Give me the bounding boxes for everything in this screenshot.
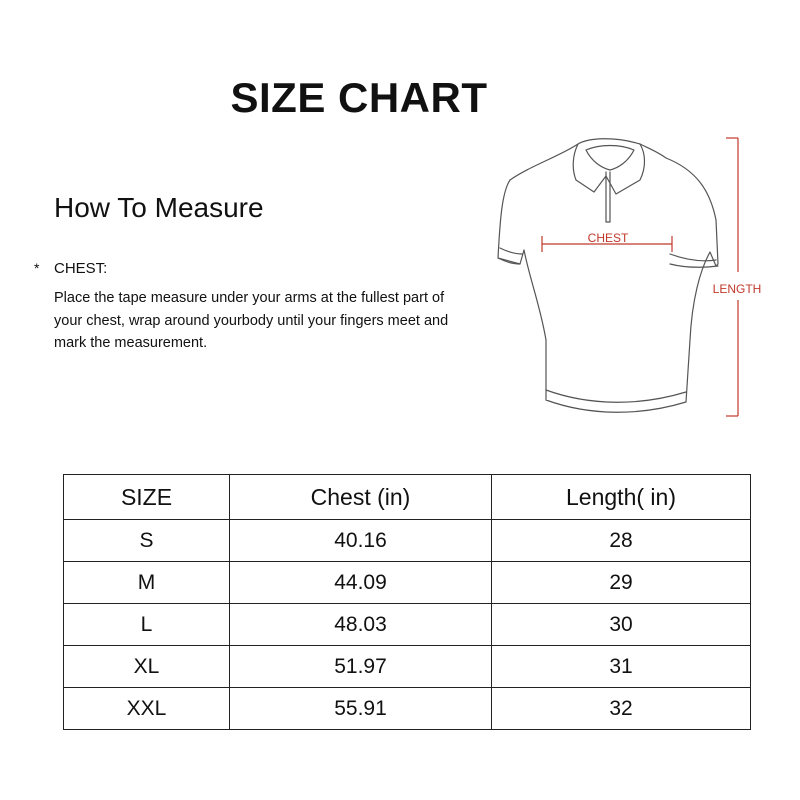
collar xyxy=(573,139,644,194)
table-row xyxy=(64,562,751,604)
length-cell: 31 xyxy=(492,646,751,688)
polo-shirt-diagram xyxy=(490,130,770,430)
shirt-hem xyxy=(546,390,686,402)
size-cell: L xyxy=(64,604,230,646)
size-cell: XL xyxy=(64,646,230,688)
collar-band xyxy=(586,146,634,171)
chest-label: CHEST: xyxy=(54,260,108,277)
length-cell: 30 xyxy=(492,604,751,646)
shirt-outline xyxy=(498,144,718,412)
chest-cell: 40.16 xyxy=(230,520,492,562)
page-title: SIZE CHART xyxy=(230,74,488,121)
table-row xyxy=(64,688,751,730)
size-cell: XXL xyxy=(64,688,230,730)
asterisk-icon: * xyxy=(34,260,40,276)
header-size: SIZE xyxy=(64,475,230,520)
chest-instruction-heading xyxy=(34,258,107,279)
how-to-measure-heading: How To Measure xyxy=(54,192,264,223)
size-cell: M xyxy=(64,562,230,604)
size-cell: S xyxy=(64,520,230,562)
size-chart-table xyxy=(63,474,751,730)
header-chest: Chest (in) xyxy=(230,475,492,520)
table-row xyxy=(64,520,751,562)
length-cell: 28 xyxy=(492,520,751,562)
table-row xyxy=(64,604,751,646)
table-row xyxy=(64,646,751,688)
table-header-row xyxy=(64,475,751,520)
length-cell: 32 xyxy=(492,688,751,730)
diagram-chest-label: CHEST xyxy=(587,231,629,245)
chest-cell: 44.09 xyxy=(230,562,492,604)
chest-cell: 48.03 xyxy=(230,604,492,646)
chest-instruction-text: Place the tape measure under your arms at the fullest part of your chest, wrap around yourbody until your fingers meet and mark the measurement. xyxy=(54,290,449,351)
diagram-length-label: LENGTH xyxy=(712,282,762,296)
header-length: Length( in) xyxy=(492,475,751,520)
chest-cell: 51.97 xyxy=(230,646,492,688)
length-cell: 29 xyxy=(492,562,751,604)
chest-cell: 55.91 xyxy=(230,688,492,730)
right-sleeve-cuff xyxy=(670,254,718,267)
